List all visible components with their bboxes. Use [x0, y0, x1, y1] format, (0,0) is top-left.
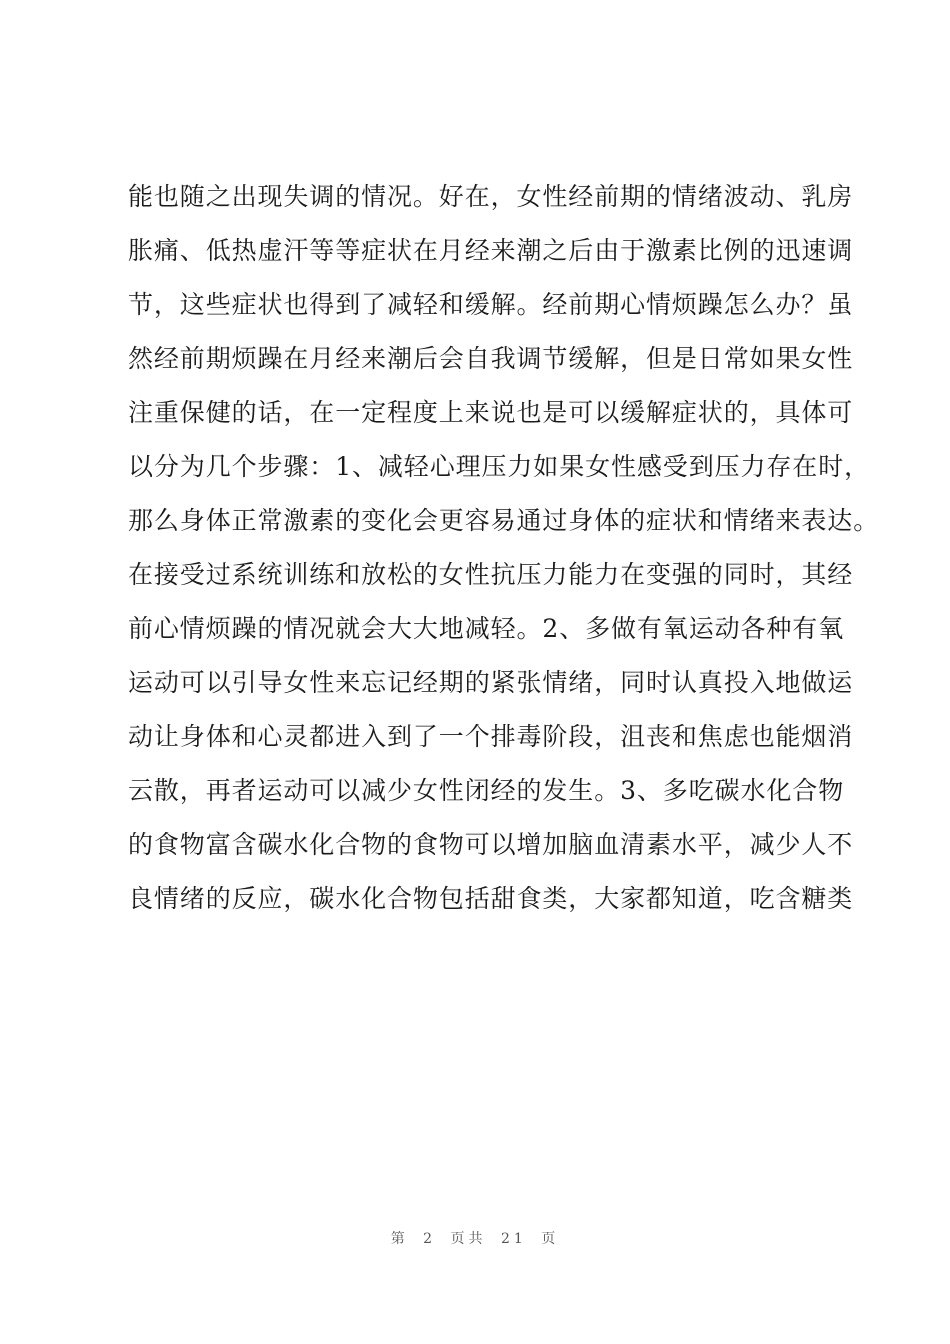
- text-line-9: 前心情烦躁的情况就会大大地减轻。2、多做有氧运动各种有氧: [128, 614, 845, 643]
- text-line-10: 运动可以引导女性来忘记经期的紧张情绪，同时认真投入地做运: [128, 668, 854, 697]
- body-text: [128, 170, 880, 926]
- page-number-label: 第 2 页共 21 页: [390, 1231, 560, 1247]
- text-line-11: 动让身体和心灵都进入到了一个排毒阶段，沮丧和焦虑也能烟消: [128, 722, 854, 751]
- text-line-14: 良情绪的反应，碳水化合物包括甜食类，大家都知道，吃含糖类: [128, 884, 854, 913]
- text-line-8: 在接受过系统训练和放松的女性抗压力能力在变强的同时，其经: [128, 560, 854, 589]
- text-line-13: 的食物富含碳水化合物的食物可以增加脑血清素水平，减少人不: [128, 830, 854, 859]
- text-line-12: 云散，再者运动可以减少女性闭经的发生。3、多吃碳水化合物: [128, 776, 845, 805]
- text-line-5: 注重保健的话，在一定程度上来说也是可以缓解症状的，具体可: [128, 398, 854, 427]
- text-line-2: 胀痛、低热虚汗等等症状在月经来潮之后由于激素比例的迅速调: [128, 236, 854, 265]
- text-line-1: 能也随之出现失调的情况。好在，女性经前期的情绪波动、乳房: [128, 182, 854, 211]
- text-line-4: 然经前期烦躁在月经来潮后会自我调节缓解，但是日常如果女性: [128, 344, 854, 373]
- text-line-7: 那么身体正常激素的变化会更容易通过身体的症状和情绪来表达。: [128, 506, 880, 535]
- text-line-6: 以分为几个步骤：1、减轻心理压力如果女性感受到压力存在时，: [128, 452, 871, 481]
- page-footer: [0, 1228, 950, 1248]
- text-line-3: 节，这些症状也得到了减轻和缓解。经前期心情烦躁怎么办？虽: [128, 290, 854, 319]
